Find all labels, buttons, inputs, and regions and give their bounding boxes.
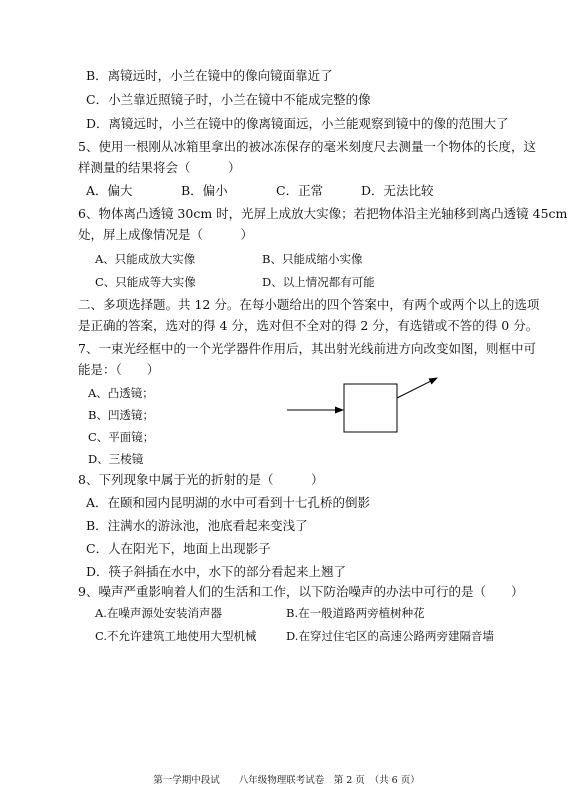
q8-option-b: B．注满水的游泳池，池底看起来变浅了 — [86, 518, 308, 533]
q4-option-b: B．离镜远时，小兰在镜中的像向镜面靠近了 — [86, 68, 333, 83]
q6-stem-line2: 处，屏上成像情况是（ ） — [78, 227, 254, 242]
q4-option-d: D．离镜远时，小兰在镜中的像离镜面远，小兰能观察到镜中的像的范围大了 — [86, 116, 509, 131]
q6-option-c: C、只能成等大实像 — [95, 275, 196, 289]
q8-option-d: D．筷子斜插在水中，水下的部分看起来上翘了 — [86, 564, 347, 579]
q5-option-d: D．无法比较 — [361, 183, 434, 198]
q9-option-b: B.在一般道路两旁植树种花 — [286, 606, 425, 620]
q7-stem-line2: 能是：（ ） — [78, 362, 160, 377]
q7-option-b: B、凹透镜； — [88, 408, 154, 422]
q6-stem-line1: 6、物体离凸透镜 30cm 时，光屏上成放大实像；若把物体沿主光轴移到离凸透镜 45cm — [78, 206, 568, 221]
page-footer: 第一学期中段试 八年级物理联考试卷 第 2 页 （共 6 页） — [153, 775, 420, 786]
q5-option-a: A．偏大 — [86, 183, 133, 198]
q4-option-c: C．小兰靠近照镜子时，小兰在镜中不能成完整的像 — [86, 92, 371, 107]
q7-option-d: D、三棱镜 — [88, 452, 144, 466]
q6-option-b: B、只能成缩小实像 — [262, 252, 363, 266]
q5-option-b: B．偏小 — [181, 183, 228, 198]
q8-option-a: A．在颐和园内昆明湖的水中可看到十七孔桥的倒影 — [86, 495, 371, 510]
q6-option-a: A、只能成放大实像 — [95, 252, 196, 266]
optical-device-box — [344, 384, 397, 432]
q8-option-c: C．人在阳光下，地面上出现影子 — [86, 541, 271, 556]
section-2-header-line1: 二、多项选择题。共 12 分。在每小题给出的四个答案中，有两个或两个以上的选项 — [78, 297, 540, 312]
q7-option-c: C、平面镜； — [88, 430, 155, 444]
emergent-ray — [397, 380, 433, 398]
q5-option-c: C．正常 — [276, 183, 324, 198]
q5-stem-line2: 样测量的结果将会（ ） — [78, 160, 241, 175]
emergent-arrowhead — [429, 378, 439, 385]
q7-option-a: A、凸透镜； — [88, 386, 154, 400]
section-2-header-line2: 是正确的答案，选对的得 4 分，选对但不全对的得 2 分，有选错或不答的得 0 分。 — [78, 318, 539, 333]
q9-option-d: D.在穿过住宅区的高速公路两旁建隔音墙 — [286, 629, 494, 643]
q6-option-d: D、以上情况都有可能 — [262, 275, 375, 289]
q8-stem: 8、下列现象中属于光的折射的是（ ） — [78, 472, 324, 487]
q5-stem-line1: 5、使用一根刚从冰箱里拿出的被冰冻保存的毫米刻度尺去测量一个物体的长度，这 — [78, 139, 536, 154]
incident-arrowhead — [335, 407, 344, 414]
q7-stem-line1: 7、一束光经框中的一个光学器件作用后，其出射光线前进方向改变如图，则框中可 — [78, 341, 536, 356]
q9-option-a: A.在噪声源处安装消声器 — [95, 606, 222, 620]
q9-stem: 9、噪声严重影响着人们的生活和工作，以下防治噪声的办法中可行的是（ ） — [78, 584, 524, 599]
q9-option-c: C.不允许建筑工地使用大型机械 — [95, 629, 257, 643]
